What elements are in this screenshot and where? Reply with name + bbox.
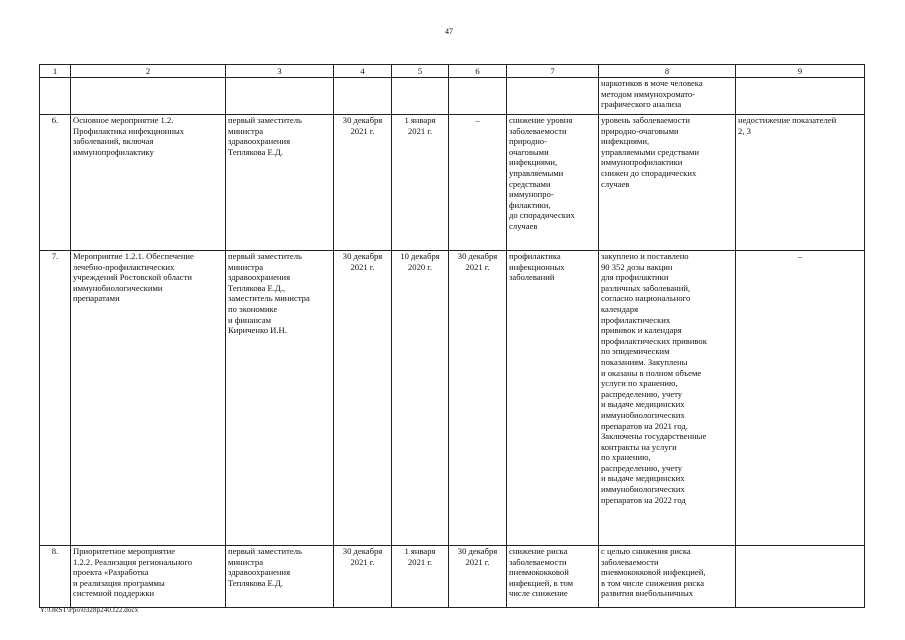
cell-event	[71, 115, 226, 251]
cell-num	[40, 251, 71, 546]
actual-result-text: с целью снижения риска заболеваемости пневмококковой инфекцией, в том числе снижения риска развития внебольничных	[601, 546, 706, 599]
cell-num	[40, 546, 71, 608]
cell-result-text: наркотиков в моче человека методом иммунохромато- графического анализа	[601, 78, 703, 110]
cell-problems	[736, 115, 865, 251]
plan-date-text: 30 декабря 2021 г.	[342, 115, 383, 136]
cell-executor	[226, 546, 334, 608]
end-date-text: 30 декабря 2021 г.	[457, 251, 498, 272]
event-text: Основное мероприятие 1.2. Профилактика инфекционных заболеваний, включая иммунопрофилактику	[73, 115, 185, 157]
header-cell: 1	[40, 65, 71, 78]
page-number: 47	[445, 27, 453, 36]
report-table	[39, 64, 865, 608]
header-cell: 4	[334, 65, 392, 78]
plan-date-text: 30 декабря 2021 г.	[342, 251, 383, 272]
cell-problems	[736, 546, 865, 608]
cell-plan-date	[334, 78, 392, 115]
cell-result	[599, 546, 736, 608]
expected-result-text: профилактика инфекционных заболеваний	[509, 251, 565, 283]
cell-num	[40, 115, 71, 251]
executor-text: первый заместитель министра здравоохранения Теплякова Е.Д.	[228, 546, 302, 588]
header-cell: 3	[226, 65, 334, 78]
problems-text: недостижение показателей 2, 3	[738, 115, 837, 136]
expected-result-text: снижение уровня заболеваемости природно- очаговыми инфекциями, управляемыми средствами иммунопро- филактики, до спорадических случаев	[509, 115, 575, 231]
plan-date-text: 30 декабря 2021 г.	[342, 546, 383, 567]
event-text: Приоритетное мероприятие 1.2.2. Реализация регионального проекта «Разработка и реализация программы системной поддержки	[73, 546, 193, 599]
cell-start-date	[392, 546, 449, 608]
problems-text: –	[797, 251, 803, 261]
cell-end-date	[449, 115, 507, 251]
cell-expected	[507, 546, 599, 608]
cell-end-date	[449, 546, 507, 608]
cell-plan-date	[334, 251, 392, 546]
cell-problems	[736, 251, 865, 546]
end-date-text: 30 декабря 2021 г.	[457, 546, 498, 567]
cell-start-date	[392, 115, 449, 251]
actual-result-text: закуплено и поставлено 90 352 дозы вакцин для профилактики различных заболеваний, согласно национального календаря профилактических прививок и календаря профилактических прививок по эпидемическим показаниям. Закуплены и оказаны в полном объеме услуги по хранению, распределению, учету и выдаче медицинских иммунобиологических препаратов на 2021 год. Заключены государственные контракты на услуги по хранению, распределению, учету и выдаче медицинских иммунобиологических препаратов на 2022 год	[601, 251, 707, 505]
expected-result-text: снижение риска заболеваемости пневмококковой инфекцией, в том числе снижение	[509, 546, 574, 599]
header-cell: 5	[392, 65, 449, 78]
header-cell: 6	[449, 65, 507, 78]
cell-event	[71, 78, 226, 115]
executor-text: первый заместитель министра здравоохранения Теплякова Е.Д., заместитель министра по экономике и финансам Кириченко И.Н.	[228, 251, 310, 336]
cell-event	[71, 251, 226, 546]
row-number: 6.	[51, 115, 59, 125]
cell-end-date	[449, 78, 507, 115]
start-date-text: 10 декабря 2020 г.	[400, 251, 440, 272]
header-cell: 8	[599, 65, 736, 78]
header-cell: 2	[71, 65, 226, 78]
cell-executor	[226, 251, 334, 546]
cell-start-date	[392, 251, 449, 546]
row-number: 8.	[51, 546, 59, 556]
table-row	[40, 546, 865, 608]
table-row	[40, 251, 865, 546]
cell-event	[71, 546, 226, 608]
cell-plan-date	[334, 546, 392, 608]
header-cell: 7	[507, 65, 599, 78]
cell-executor	[226, 115, 334, 251]
cell-result	[599, 78, 736, 115]
cell-problems	[736, 78, 865, 115]
row-number: 7.	[51, 251, 59, 261]
table-header-row	[40, 65, 865, 78]
cell-executor	[226, 78, 334, 115]
header-cell: 9	[736, 65, 865, 78]
cell-num	[40, 78, 71, 115]
footer-file-path: Y:\ORST\Ppo\0328p240.f22.docx	[40, 606, 139, 614]
table-row-continuation	[40, 78, 865, 115]
cell-expected	[507, 115, 599, 251]
end-date-text: –	[475, 115, 480, 125]
table-row	[40, 115, 865, 251]
cell-expected	[507, 251, 599, 546]
cell-plan-date	[334, 115, 392, 251]
cell-result	[599, 115, 736, 251]
start-date-text: 1 января 2021 г.	[404, 546, 436, 567]
cell-result	[599, 251, 736, 546]
actual-result-text: уровень заболеваемости природно-очаговыми инфекциями, управляемыми средствами иммунопрофилактики снижен до спорадических случаев	[601, 115, 699, 189]
executor-text: первый заместитель министра здравоохранения Теплякова Е.Д.	[228, 115, 302, 157]
cell-expected	[507, 78, 599, 115]
cell-start-date	[392, 78, 449, 115]
event-text: Мероприятие 1.2.1. Обеспечение лечебно-профилактических учреждений Ростовской области иммунобиологическими препаратами	[73, 251, 194, 304]
start-date-text: 1 января 2021 г.	[404, 115, 436, 136]
cell-end-date	[449, 251, 507, 546]
